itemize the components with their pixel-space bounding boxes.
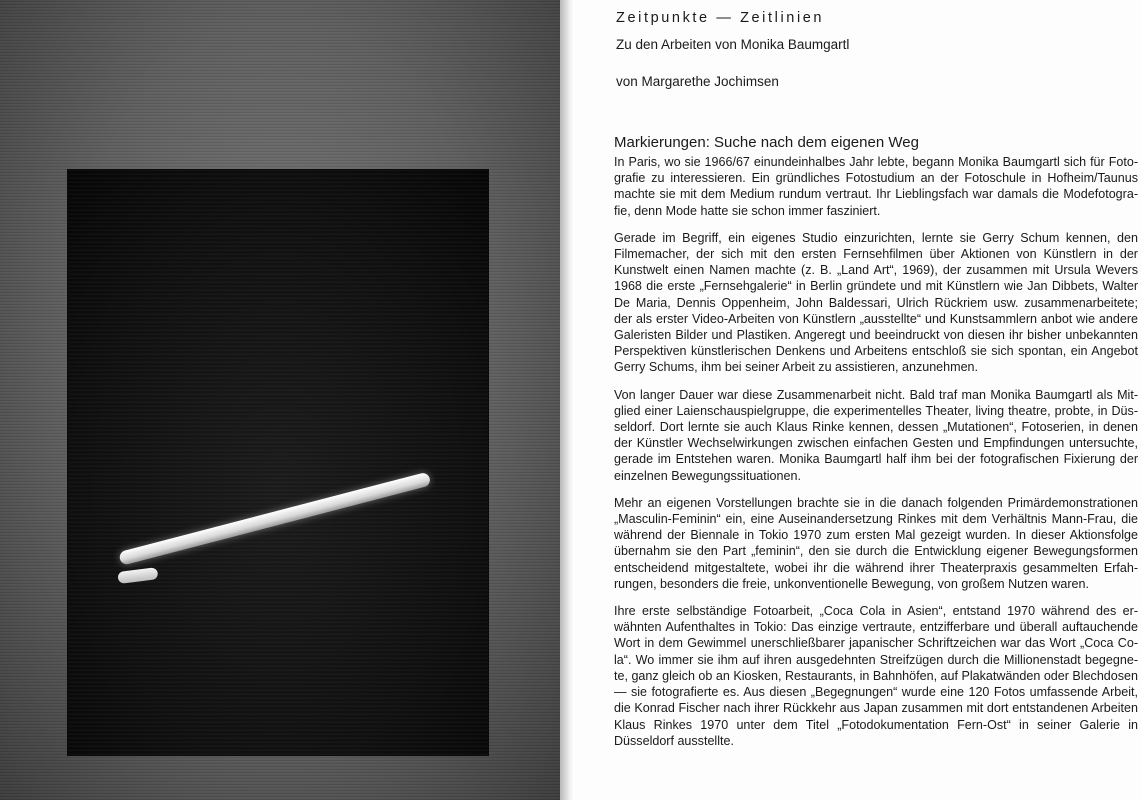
book-gutter <box>560 0 574 800</box>
paragraph: Ihre erste selbständige Fotoarbeit, „Coca Cola in Asien“, entstand 1970 während des erwähnten Aufenthaltes in Tokio: Das einzige vertraute, entzifferbare und überall auftauchende Wort in dem Gewimmel unerschließbarer japanischer Schriftzeichen war das Wort „Coca Cola“. Wo immer sie ihm auf ihren ausgedehnten Streifzügen durch die Millionenstadt begegnete, ganz gleich ob an Kiosken, Restaurants, in Bahnhöfen, auf Plakatwänden oder Blechdosen — sie fotografierte es. Aus diesen „Begegnungen“ wurde eine 120 Fotos umfassende Arbeit, die Konrad Fischer nach ihrer Rückkehr aus Japan zusammen mit dort entstandenen Arbeiten Klaus Rinkes 1970 unter dem Titel „Fotodokumentation Fern-Ost“ in seiner Galerie in Düsseldorf ausstellte. <box>614 604 1138 748</box>
paragraph: Mehr an eigenen Vorstellungen brachte sie in die danach folgenden Primärdemonstrationen „Masculin-Feminin“ ein, eine Auseinandersetzung Rinkes mit dem Verhältnis Mann-Frau, die während der Biennale in Tokio 1970 zum ersten Mal gezeigt wurden. In dieser Aktionsfolge übernahm sie den Part „feminin“, den sie durch die Entwicklung eigener Bewegungsformen entscheidend mitgestaltete, wobei ihr die während ihrer Theaterpraxis gesammelten Erfahrungen, besonders die freie, unkonventionelle Bewegung, von großem Nutzen waren. <box>614 495 1138 591</box>
series-title: Zeitpunkte — Zeitlinien <box>616 10 825 26</box>
light-trace-stroke <box>118 472 431 566</box>
paragraph: Gerade im Begriff, ein eigenes Studio einzurichten, lernte sie Gerry Schum kennen, den Filmemacher, der sich mit den ersten Fernsehfilmen über Aktionen von Künstlern in der Kunstwelt einen Namen machte (z. B. „Land Art“, 1969), der zusammen mit Ursula Wevers 1968 die erste „Fernsehgalerie“ in Berlin gründete und mit Künstlern wie Jan Dibbets, Walter De Maria, Dennis Oppenheim, John Baldessari, Ulrich Rückriem usw. zusammenarbeitete; der als erster Video-Arbeiten von Künstlern „ausstellte“ und Kunstsammlern anbot wie andere Galeristen Bilder und Plastiken. Angeregt und beeindruckt von diesen ihr bisher unbekannten Perspektiven künstlerischen Denkens und Arbeitens entschloß sie sich spontan, ein Angebot Gerry Schums, ihm bei seiner Arbeit zu assistieren, anzunehmen. <box>614 230 1138 375</box>
left-page-scan <box>0 0 560 800</box>
light-trace-stroke-end <box>117 567 158 584</box>
paragraph: In Paris, wo sie 1966/67 einundeinhalbes Jahr lebte, begann Monika Baumgartl sich für Fotografie zu interessieren. Ein gründliches Fotostudium an der Fotoschule in Hofheim/Taunus machte sie mit dem Medium rundum vertraut. Ihr Lieblingsfach war damals die Modefotografie, denn Mode hatte sie schon immer fasziniert. <box>614 155 1138 218</box>
article-body <box>614 154 1138 760</box>
paragraph: Von langer Dauer war diese Zusammenarbeit nicht. Bald traf man Monika Baumgartl als Mitglied einer Laienschauspielgruppe, die experimentelles Theater, living theatre, probte, in Düsseldorf. Dort lernte sie auch Klaus Rinke kennen, dessen „Mutationen“, Fotoserien, in denen der Künstler Wechselwirkungen zwischen einfachen Gesten und Empfindungen untersuchte, gerade im Entstehen waren. Monika Baumgartl half ihm bei der fotografischen Fixierung der einzelnen Bewegungssituationen. <box>614 387 1138 483</box>
author-byline: von Margarethe Jochimsen <box>616 74 779 89</box>
photograph-print <box>68 170 488 755</box>
article-subtitle: Zu den Arbeiten von Monika Baumgartl <box>616 37 850 52</box>
section-heading: Markierungen: Suche nach dem eigenen Weg <box>614 134 919 151</box>
right-page-text <box>574 0 1141 800</box>
